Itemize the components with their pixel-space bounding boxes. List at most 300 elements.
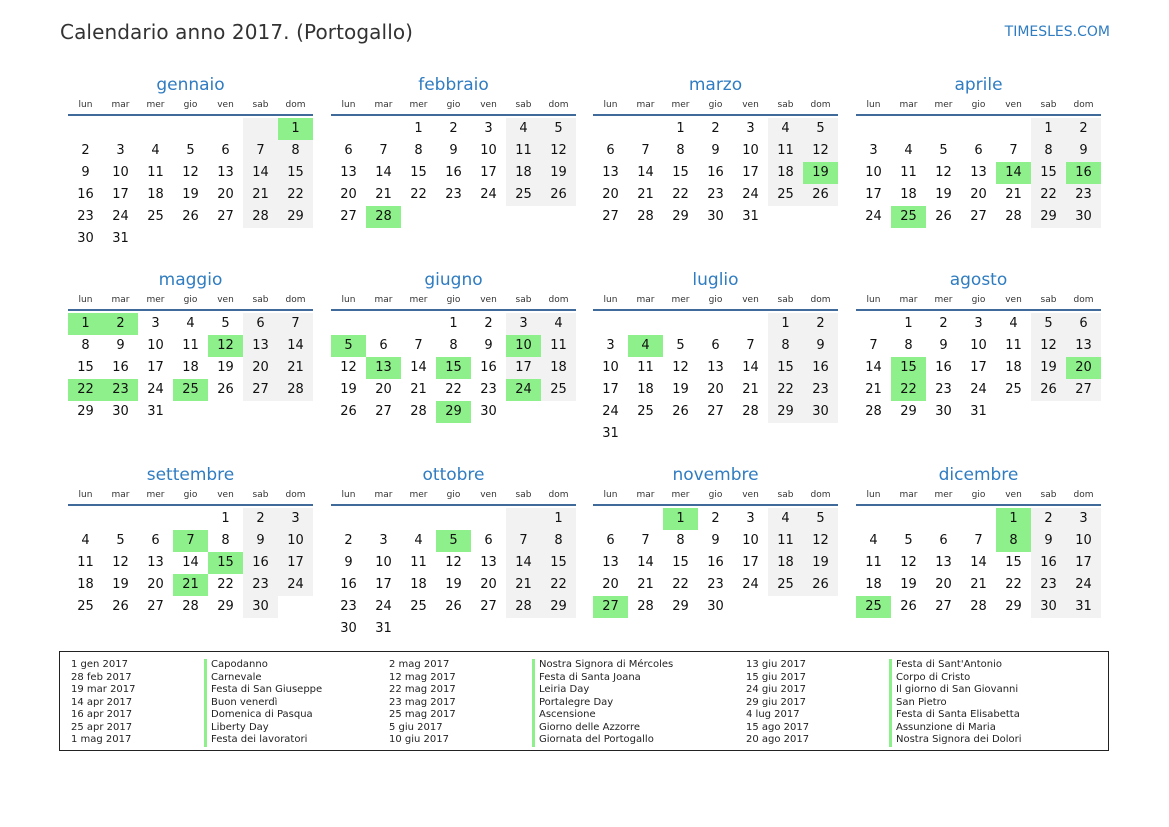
day-cell[interactable]: 9 [449, 143, 458, 158]
day-cell[interactable]: 8 [1031, 140, 1066, 162]
day-cell[interactable]: 2 [243, 508, 278, 530]
day-cell[interactable]: 4 [541, 313, 576, 335]
day-cell[interactable]: 6 [974, 143, 983, 158]
day-cell[interactable]: 9 [243, 530, 278, 552]
day-cell[interactable]: 12 [445, 555, 462, 570]
day-cell[interactable]: 27 [340, 209, 357, 224]
day-cell[interactable]: 22 [672, 577, 689, 592]
day-cell[interactable]: 1 [768, 313, 803, 335]
day-cell[interactable]: 9 [711, 143, 720, 158]
day-cell[interactable]: 13 [480, 555, 497, 570]
day-cell[interactable]: 8 [768, 335, 803, 357]
day-cell[interactable]: 4 [768, 118, 803, 140]
day-cell[interactable]: 19 [182, 187, 199, 202]
day-cell[interactable]: 29 [1031, 206, 1066, 228]
holiday-day[interactable]: 24 [506, 379, 541, 401]
day-cell[interactable]: 3 [484, 121, 493, 136]
day-cell[interactable]: 27 [147, 599, 164, 614]
day-cell[interactable]: 27 [707, 404, 724, 419]
day-cell[interactable]: 10 [742, 143, 759, 158]
day-cell[interactable]: 29 [672, 599, 689, 614]
day-cell[interactable]: 4 [506, 118, 541, 140]
day-cell[interactable]: 2 [939, 316, 948, 331]
day-cell[interactable]: 28 [742, 404, 759, 419]
day-cell[interactable]: 20 [602, 187, 619, 202]
day-cell[interactable]: 18 [768, 552, 803, 574]
day-cell[interactable]: 25 [77, 599, 94, 614]
holiday-day[interactable]: 13 [366, 357, 401, 379]
day-cell[interactable]: 17 [970, 360, 987, 375]
day-cell[interactable]: 26 [803, 574, 838, 596]
holiday-day[interactable]: 14 [996, 162, 1031, 184]
day-cell[interactable]: 18 [182, 360, 199, 375]
day-cell[interactable]: 17 [742, 555, 759, 570]
holiday-day[interactable]: 25 [856, 596, 891, 618]
day-cell[interactable]: 2 [803, 313, 838, 335]
day-cell[interactable]: 30 [803, 401, 838, 423]
day-cell[interactable]: 22 [410, 187, 427, 202]
day-cell[interactable]: 8 [221, 533, 230, 548]
day-cell[interactable]: 27 [1066, 379, 1101, 401]
day-cell[interactable]: 8 [449, 338, 458, 353]
day-cell[interactable]: 7 [641, 143, 650, 158]
day-cell[interactable]: 4 [768, 508, 803, 530]
day-cell[interactable]: 14 [278, 335, 313, 357]
day-cell[interactable]: 18 [541, 357, 576, 379]
day-cell[interactable]: 22 [672, 187, 689, 202]
day-cell[interactable]: 16 [77, 187, 94, 202]
holiday-day[interactable]: 15 [891, 357, 926, 379]
day-cell[interactable]: 27 [970, 209, 987, 224]
day-cell[interactable]: 9 [803, 335, 838, 357]
day-cell[interactable]: 2 [344, 533, 353, 548]
day-cell[interactable]: 5 [904, 533, 913, 548]
day-cell[interactable]: 28 [243, 206, 278, 228]
day-cell[interactable]: 31 [112, 231, 129, 246]
day-cell[interactable]: 17 [602, 382, 619, 397]
day-cell[interactable]: 20 [935, 577, 952, 592]
day-cell[interactable]: 24 [480, 187, 497, 202]
day-cell[interactable]: 25 [1005, 382, 1022, 397]
day-cell[interactable]: 27 [375, 404, 392, 419]
day-cell[interactable]: 1 [904, 316, 913, 331]
day-cell[interactable]: 21 [243, 184, 278, 206]
day-cell[interactable]: 5 [803, 508, 838, 530]
day-cell[interactable]: 14 [970, 555, 987, 570]
day-cell[interactable]: 23 [803, 379, 838, 401]
day-cell[interactable]: 1 [221, 511, 230, 526]
day-cell[interactable]: 26 [1031, 379, 1066, 401]
day-cell[interactable]: 20 [340, 187, 357, 202]
holiday-day[interactable]: 2 [103, 313, 138, 335]
day-cell[interactable]: 15 [768, 357, 803, 379]
day-cell[interactable]: 25 [147, 209, 164, 224]
day-cell[interactable]: 28 [182, 599, 199, 614]
day-cell[interactable]: 8 [414, 143, 423, 158]
day-cell[interactable]: 1 [414, 121, 423, 136]
day-cell[interactable]: 18 [410, 577, 427, 592]
day-cell[interactable]: 22 [1031, 184, 1066, 206]
day-cell[interactable]: 4 [904, 143, 913, 158]
day-cell[interactable]: 26 [182, 209, 199, 224]
day-cell[interactable]: 29 [217, 599, 234, 614]
day-cell[interactable]: 27 [480, 599, 497, 614]
day-cell[interactable]: 3 [869, 143, 878, 158]
day-cell[interactable]: 11 [410, 555, 427, 570]
day-cell[interactable]: 18 [147, 187, 164, 202]
day-cell[interactable]: 18 [506, 162, 541, 184]
day-cell[interactable]: 26 [803, 184, 838, 206]
day-cell[interactable]: 11 [768, 140, 803, 162]
day-cell[interactable]: 6 [379, 338, 388, 353]
day-cell[interactable]: 11 [147, 165, 164, 180]
day-cell[interactable]: 24 [278, 574, 313, 596]
day-cell[interactable]: 8 [278, 140, 313, 162]
day-cell[interactable]: 19 [672, 382, 689, 397]
day-cell[interactable]: 20 [480, 577, 497, 592]
day-cell[interactable]: 5 [541, 118, 576, 140]
day-cell[interactable]: 21 [637, 577, 654, 592]
day-cell[interactable]: 23 [1031, 574, 1066, 596]
day-cell[interactable]: 22 [217, 577, 234, 592]
day-cell[interactable]: 29 [541, 596, 576, 618]
holiday-day[interactable]: 20 [1066, 357, 1101, 379]
day-cell[interactable]: 11 [637, 360, 654, 375]
day-cell[interactable]: 17 [112, 187, 129, 202]
holiday-day[interactable]: 22 [68, 379, 103, 401]
day-cell[interactable]: 16 [480, 360, 497, 375]
day-cell[interactable]: 8 [904, 338, 913, 353]
day-cell[interactable]: 19 [803, 552, 838, 574]
day-cell[interactable]: 26 [541, 184, 576, 206]
day-cell[interactable]: 21 [1005, 187, 1022, 202]
day-cell[interactable]: 14 [637, 555, 654, 570]
day-cell[interactable]: 9 [81, 165, 90, 180]
day-cell[interactable]: 17 [506, 357, 541, 379]
day-cell[interactable]: 9 [484, 338, 493, 353]
day-cell[interactable]: 13 [1066, 335, 1101, 357]
holiday-day[interactable]: 29 [436, 401, 471, 423]
day-cell[interactable]: 10 [602, 360, 619, 375]
day-cell[interactable]: 6 [344, 143, 353, 158]
day-cell[interactable]: 10 [375, 555, 392, 570]
day-cell[interactable]: 14 [375, 165, 392, 180]
day-cell[interactable]: 1 [449, 316, 458, 331]
day-cell[interactable]: 25 [768, 574, 803, 596]
day-cell[interactable]: 28 [865, 404, 882, 419]
day-cell[interactable]: 25 [637, 404, 654, 419]
day-cell[interactable]: 6 [484, 533, 493, 548]
day-cell[interactable]: 13 [243, 335, 278, 357]
day-cell[interactable]: 15 [1005, 555, 1022, 570]
day-cell[interactable]: 13 [935, 555, 952, 570]
day-cell[interactable]: 26 [445, 599, 462, 614]
day-cell[interactable]: 26 [112, 599, 129, 614]
day-cell[interactable]: 12 [182, 165, 199, 180]
day-cell[interactable]: 7 [278, 313, 313, 335]
day-cell[interactable]: 19 [217, 360, 234, 375]
holiday-day[interactable]: 1 [996, 508, 1031, 530]
day-cell[interactable]: 20 [243, 357, 278, 379]
day-cell[interactable]: 24 [147, 382, 164, 397]
day-cell[interactable]: 6 [243, 313, 278, 335]
day-cell[interactable]: 3 [116, 143, 125, 158]
day-cell[interactable]: 17 [278, 552, 313, 574]
day-cell[interactable]: 31 [375, 621, 392, 636]
day-cell[interactable]: 3 [379, 533, 388, 548]
day-cell[interactable]: 3 [746, 121, 755, 136]
day-cell[interactable]: 10 [1066, 530, 1101, 552]
day-cell[interactable]: 3 [278, 508, 313, 530]
day-cell[interactable]: 29 [672, 209, 689, 224]
day-cell[interactable]: 16 [803, 357, 838, 379]
holiday-day[interactable]: 1 [68, 313, 103, 335]
day-cell[interactable]: 30 [243, 596, 278, 618]
day-cell[interactable]: 19 [541, 162, 576, 184]
day-cell[interactable]: 24 [1066, 574, 1101, 596]
day-cell[interactable]: 21 [865, 382, 882, 397]
day-cell[interactable]: 25 [541, 379, 576, 401]
day-cell[interactable]: 18 [77, 577, 94, 592]
day-cell[interactable]: 1 [676, 121, 685, 136]
day-cell[interactable]: 23 [77, 209, 94, 224]
day-cell[interactable]: 3 [974, 316, 983, 331]
day-cell[interactable]: 14 [506, 552, 541, 574]
day-cell[interactable]: 2 [449, 121, 458, 136]
day-cell[interactable]: 16 [707, 555, 724, 570]
day-cell[interactable]: 22 [541, 574, 576, 596]
day-cell[interactable]: 10 [970, 338, 987, 353]
day-cell[interactable]: 3 [606, 338, 615, 353]
day-cell[interactable]: 15 [541, 552, 576, 574]
day-cell[interactable]: 24 [602, 404, 619, 419]
day-cell[interactable]: 5 [676, 338, 685, 353]
day-cell[interactable]: 21 [278, 357, 313, 379]
day-cell[interactable]: 24 [742, 577, 759, 592]
holiday-day[interactable]: 1 [663, 508, 698, 530]
holiday-day[interactable]: 28 [366, 206, 401, 228]
day-cell[interactable]: 27 [935, 599, 952, 614]
day-cell[interactable]: 15 [410, 165, 427, 180]
day-cell[interactable]: 23 [935, 382, 952, 397]
day-cell[interactable]: 7 [869, 338, 878, 353]
day-cell[interactable]: 5 [186, 143, 195, 158]
day-cell[interactable]: 30 [112, 404, 129, 419]
day-cell[interactable]: 14 [243, 162, 278, 184]
day-cell[interactable]: 20 [217, 187, 234, 202]
day-cell[interactable]: 11 [541, 335, 576, 357]
day-cell[interactable]: 6 [711, 338, 720, 353]
day-cell[interactable]: 12 [1031, 335, 1066, 357]
day-cell[interactable]: 5 [1031, 313, 1066, 335]
day-cell[interactable]: 6 [939, 533, 948, 548]
day-cell[interactable]: 21 [410, 382, 427, 397]
day-cell[interactable]: 5 [939, 143, 948, 158]
day-cell[interactable]: 5 [221, 316, 230, 331]
day-cell[interactable]: 7 [506, 530, 541, 552]
day-cell[interactable]: 2 [711, 121, 720, 136]
day-cell[interactable]: 16 [935, 360, 952, 375]
day-cell[interactable]: 24 [112, 209, 129, 224]
day-cell[interactable]: 17 [1066, 552, 1101, 574]
day-cell[interactable]: 1 [1031, 118, 1066, 140]
holiday-day[interactable]: 5 [331, 335, 366, 357]
holiday-day[interactable]: 15 [436, 357, 471, 379]
day-cell[interactable]: 28 [278, 379, 313, 401]
day-cell[interactable]: 2 [1066, 118, 1101, 140]
day-cell[interactable]: 13 [340, 165, 357, 180]
day-cell[interactable]: 14 [410, 360, 427, 375]
holiday-day[interactable]: 25 [891, 206, 926, 228]
day-cell[interactable]: 23 [707, 187, 724, 202]
day-cell[interactable]: 30 [707, 209, 724, 224]
day-cell[interactable]: 11 [865, 555, 882, 570]
day-cell[interactable]: 7 [243, 140, 278, 162]
day-cell[interactable]: 9 [1031, 530, 1066, 552]
day-cell[interactable]: 10 [278, 530, 313, 552]
day-cell[interactable]: 25 [506, 184, 541, 206]
day-cell[interactable]: 8 [676, 533, 685, 548]
holiday-day[interactable]: 15 [208, 552, 243, 574]
day-cell[interactable]: 30 [1066, 206, 1101, 228]
day-cell[interactable]: 22 [1005, 577, 1022, 592]
day-cell[interactable]: 31 [1066, 596, 1101, 618]
day-cell[interactable]: 13 [602, 165, 619, 180]
day-cell[interactable]: 22 [768, 379, 803, 401]
day-cell[interactable]: 7 [379, 143, 388, 158]
day-cell[interactable]: 13 [602, 555, 619, 570]
day-cell[interactable]: 24 [970, 382, 987, 397]
holiday-day[interactable]: 4 [628, 335, 663, 357]
day-cell[interactable]: 28 [637, 209, 654, 224]
day-cell[interactable]: 29 [768, 401, 803, 423]
holiday-day[interactable]: 12 [208, 335, 243, 357]
day-cell[interactable]: 4 [151, 143, 160, 158]
day-cell[interactable]: 27 [602, 209, 619, 224]
holiday-day[interactable]: 22 [891, 379, 926, 401]
day-cell[interactable]: 18 [900, 187, 917, 202]
day-cell[interactable]: 31 [602, 426, 619, 441]
day-cell[interactable]: 10 [112, 165, 129, 180]
day-cell[interactable]: 12 [112, 555, 129, 570]
day-cell[interactable]: 17 [865, 187, 882, 202]
day-cell[interactable]: 12 [900, 555, 917, 570]
day-cell[interactable]: 12 [541, 140, 576, 162]
day-cell[interactable]: 27 [217, 209, 234, 224]
day-cell[interactable]: 23 [1066, 184, 1101, 206]
day-cell[interactable]: 23 [707, 577, 724, 592]
day-cell[interactable]: 31 [742, 209, 759, 224]
day-cell[interactable]: 11 [768, 530, 803, 552]
day-cell[interactable]: 6 [606, 533, 615, 548]
site-link[interactable]: TIMESLES.COM [1004, 24, 1110, 40]
day-cell[interactable]: 30 [707, 599, 724, 614]
day-cell[interactable]: 7 [1009, 143, 1018, 158]
day-cell[interactable]: 3 [746, 511, 755, 526]
day-cell[interactable]: 28 [637, 599, 654, 614]
day-cell[interactable]: 11 [77, 555, 94, 570]
day-cell[interactable]: 20 [602, 577, 619, 592]
day-cell[interactable]: 19 [900, 577, 917, 592]
day-cell[interactable]: 30 [480, 404, 497, 419]
day-cell[interactable]: 26 [935, 209, 952, 224]
day-cell[interactable]: 17 [147, 360, 164, 375]
day-cell[interactable]: 9 [116, 338, 125, 353]
holiday-day[interactable]: 1 [278, 118, 313, 140]
day-cell[interactable]: 7 [414, 338, 423, 353]
day-cell[interactable]: 21 [970, 577, 987, 592]
day-cell[interactable]: 17 [742, 165, 759, 180]
day-cell[interactable]: 31 [970, 404, 987, 419]
day-cell[interactable]: 9 [1066, 140, 1101, 162]
day-cell[interactable]: 25 [410, 599, 427, 614]
day-cell[interactable]: 9 [939, 338, 948, 353]
day-cell[interactable]: 10 [742, 533, 759, 548]
day-cell[interactable]: 12 [340, 360, 357, 375]
day-cell[interactable]: 20 [970, 187, 987, 202]
day-cell[interactable]: 3 [1066, 508, 1101, 530]
day-cell[interactable]: 20 [147, 577, 164, 592]
day-cell[interactable]: 28 [1005, 209, 1022, 224]
day-cell[interactable]: 16 [445, 165, 462, 180]
day-cell[interactable]: 15 [77, 360, 94, 375]
holiday-day[interactable]: 7 [173, 530, 208, 552]
day-cell[interactable]: 19 [1031, 357, 1066, 379]
day-cell[interactable]: 11 [900, 165, 917, 180]
day-cell[interactable]: 28 [410, 404, 427, 419]
day-cell[interactable]: 31 [147, 404, 164, 419]
day-cell[interactable]: 24 [865, 209, 882, 224]
day-cell[interactable]: 15 [278, 162, 313, 184]
day-cell[interactable]: 8 [81, 338, 90, 353]
day-cell[interactable]: 23 [243, 574, 278, 596]
day-cell[interactable]: 7 [974, 533, 983, 548]
day-cell[interactable]: 12 [803, 530, 838, 552]
day-cell[interactable]: 24 [375, 599, 392, 614]
day-cell[interactable]: 15 [1031, 162, 1066, 184]
day-cell[interactable]: 26 [340, 404, 357, 419]
day-cell[interactable]: 29 [278, 206, 313, 228]
day-cell[interactable]: 28 [506, 596, 541, 618]
day-cell[interactable]: 9 [344, 555, 353, 570]
holiday-day[interactable]: 5 [436, 530, 471, 552]
day-cell[interactable]: 2 [711, 511, 720, 526]
day-cell[interactable]: 24 [742, 187, 759, 202]
day-cell[interactable]: 1 [541, 508, 576, 530]
holiday-day[interactable]: 10 [506, 335, 541, 357]
day-cell[interactable]: 2 [81, 143, 90, 158]
holiday-day[interactable]: 16 [1066, 162, 1101, 184]
day-cell[interactable]: 14 [742, 360, 759, 375]
day-cell[interactable]: 2 [1031, 508, 1066, 530]
day-cell[interactable]: 8 [676, 143, 685, 158]
day-cell[interactable]: 6 [1066, 313, 1101, 335]
day-cell[interactable]: 18 [1005, 360, 1022, 375]
holiday-day[interactable]: 27 [593, 596, 628, 618]
day-cell[interactable]: 22 [278, 184, 313, 206]
day-cell[interactable]: 21 [637, 187, 654, 202]
day-cell[interactable]: 3 [506, 313, 541, 335]
holiday-day[interactable]: 25 [173, 379, 208, 401]
day-cell[interactable]: 16 [243, 552, 278, 574]
day-cell[interactable]: 16 [707, 165, 724, 180]
day-cell[interactable]: 26 [900, 599, 917, 614]
day-cell[interactable]: 19 [935, 187, 952, 202]
day-cell[interactable]: 28 [970, 599, 987, 614]
day-cell[interactable]: 13 [970, 165, 987, 180]
day-cell[interactable]: 7 [641, 533, 650, 548]
day-cell[interactable]: 10 [147, 338, 164, 353]
